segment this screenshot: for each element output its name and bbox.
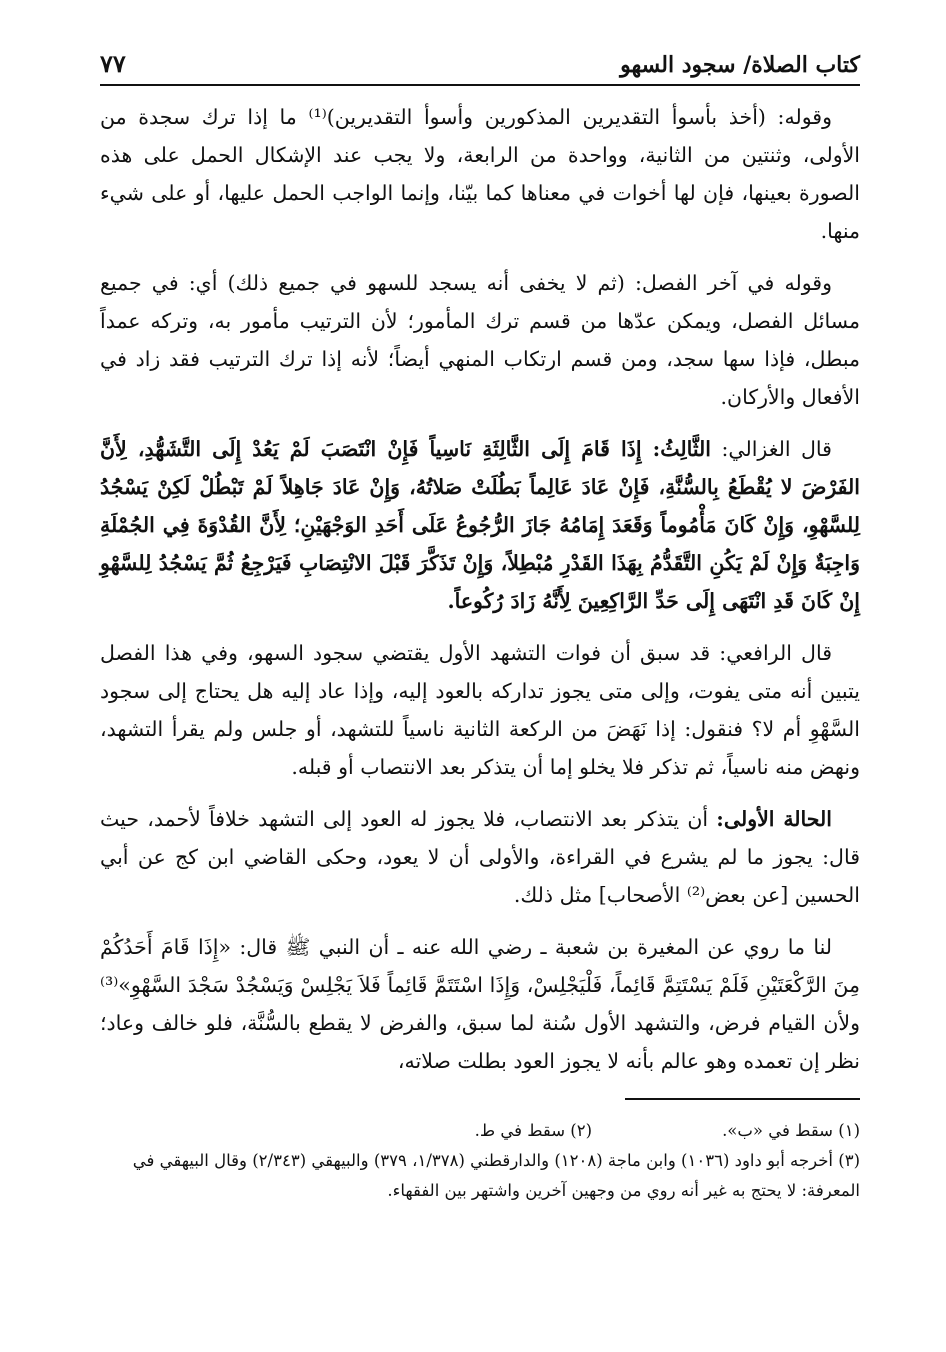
paragraph-2: وقوله في آخر الفصل: (ثم لا يخفى أنه يسجد للسهو في جميع ذلك) أي: في جميع مسائل الفصل، ويمكن عدّها من قسم ترك المأمور؛ لأن الترتيب مأمور به، وتركه عمداً مبطل، فإذا سها سجد، ومن قسم ارتكاب المنهي أيضاً؛ لأنه إذا ترك الترتيب فقد زاد في الأفعال والأركان. — [100, 271, 860, 409]
footnote-rule — [625, 1098, 860, 1100]
footnote-2: (٢) سقط في ط. — [474, 1121, 593, 1140]
footnote-1: (١) سقط في «ب». — [722, 1121, 860, 1140]
running-title: كتاب الصلاة/ سجود السهو — [620, 52, 860, 78]
page-header — [100, 40, 860, 78]
ghazali-lead: قال الغزالي: — [721, 437, 832, 461]
hadith-paragraph: لنا ما روي عن المغيرة بن شعبة ـ رضي الله عنه ـ أن النبي ﷺ قال: «إِذَا قَامَ أَحَدُكُمْ مِنَ الرَّكْعَتَيْنِ فَلَمْ يَسْتَتِمَّ قَائِماً، فَلْيَجْلِسْ، وَإِذَا اسْتَتَمَّ قَائِماً فَلاَ يَجْلِسْ وَيَسْجُدْ سَجْدَ السَّهْوِ»⁽³⁾ ولأن القيام فرض، والتشهد الأول سُنة لما سبق، والفرض لا يقطع بالسُّنَّة، فلو خالف وعاد؛ نظر إن تعمده وهو عالم بأنه لا يجوز العود بطلت صلاته، — [100, 935, 860, 1073]
paragraph-1: وقوله: (أخذ بأسوأ التقديرين المذكورين وأسوأ التقديرين)⁽¹⁾ ما إذا ترك سجدة من الأولى، وثنتين من الثانية، وواحدة من الرابعة، ولا يجب عند الإشكال الحمل على هذه الصورة بعينها، فإن لها أخوات في معناها كما بيّنا، وإنما الواجب الحمل عليها، أو على شيء منها. — [100, 105, 860, 243]
state-one-text: أن يتذكر بعد الانتصاب، فلا يجوز له العود إلى التشهد خلافاً لأحمد، حيث قال: يجوز ما لم يشرع في القراءة، والأولى أن لا يعود، وحكى القاضي ابن كج عن أبي الحسين [عن بعض⁽²⁾ الأصحاب] مثل ذلك. — [100, 807, 860, 907]
header-rule — [100, 84, 860, 86]
footnotes — [100, 1116, 860, 1206]
page-number: ٧٧ — [100, 49, 126, 78]
rafii-paragraph: قال الرافعي: قد سبق أن فوات التشهد الأول يقتضي سجود السهو، وفي هذا الفصل يتبين أنه متى يفوت، وإلى متى يجوز تداركه بالعود إليه، وإذا عاد إليه هل يحتاج إلى سجود السَّهْوِ أم لا؟ فنقول: إذا نَهَضَ من الركعة الثانية ناسياً للتشهد، أو جلس ولم يقرأ التشهد، ونهض منه ناسياً، ثم تذكر فلا يخلو إما أن يتذكر بعد الانتصاب أو قبله. — [100, 641, 860, 779]
footnote-row — [100, 1116, 860, 1146]
ghazali-paragraph — [100, 430, 860, 620]
book-page — [100, 40, 860, 1206]
ghazali-text: الثَّالِثُ: إِذَا قَامَ إِلَى الثَّالِثَةِ نَاسِياً فَإِنْ انْتَصَبَ لَمْ يَعُدْ إِلَى التَّشَهُّدِ، لِأَنَّ الفَرْضَ لا يُقْطَعُ بِالسُّنَّةِ، فَإِنْ عَادَ عَالِماً بَطُلَتْ صَلاتُهُ، وَإِنْ عَادَ جَاهِلاً لَمْ تَبْطُلْ لَكِنْ يَسْجُدُ لِلسَّهْوِ، وَإِنْ كَانَ مَأْمُوماً وَقَعَدَ إِمَامُهُ جَازَ الرُّجُوعُ عَلَى أَحَدِ الوَجْهَيْنِ؛ لِأَنَّ القُدْوَةَ فِي الجُمْلَةِ وَاجِبَةٌ وَإِنْ لَمْ يَكُنِ التَّقَدُّمُ بِهَذَا القَدْرِ مُبْطِلاً، وَإِنْ تَذَكَّرَ قَبْلَ الانْتِصَابِ فَيَرْجِعُ ثُمَّ يَسْجُدُ لِلسَّهْوِ إِنْ كَانَ قَدِ انْتَهَى إِلَى حَدِّ الرَّاكِعِينَ لِأَنَّهُ زَادَ رُكُوعاً. — [100, 437, 860, 613]
state-one-paragraph — [100, 800, 860, 914]
state-one-lead: الحالة الأولى: — [716, 807, 832, 831]
footnote-3: (٣) أخرجه أبو داود (١٠٣٦) وابن ماجة (١٢٠٨) والدارقطني (١/٣٧٨، ٣٧٩) والبيهقي (٢/٣٤٣) وقال البيهقي في المعرفة: لا يحتج به غير أنه روي من وجهين آخرين واشتهر بين الفقهاء. — [132, 1151, 860, 1200]
